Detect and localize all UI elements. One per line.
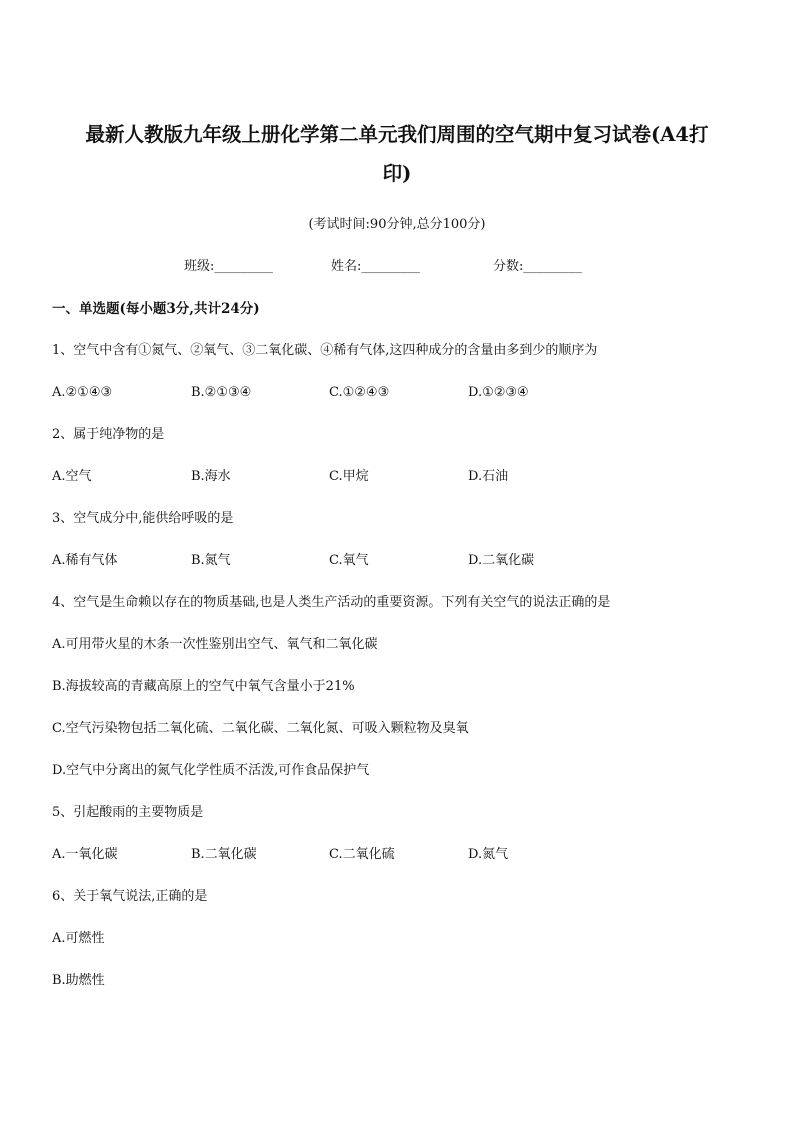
- question-3-option-d: D.二氧化碳: [468, 553, 535, 568]
- question-3-option-a: A.稀有气体: [52, 553, 118, 568]
- question-1-option-a: A.②①④③: [52, 385, 113, 400]
- question-1-option-c: C.①②④③: [329, 385, 390, 400]
- name-field-label: 姓名:_________: [331, 259, 420, 274]
- exam-title-line-2: 印): [382, 162, 412, 185]
- exam-subtitle: (考试时间:90分钟,总分100分): [308, 217, 486, 232]
- question-1-option-d: D.①②③④: [468, 385, 529, 400]
- score-field-label: 分数:_________: [493, 259, 582, 274]
- question-3-option-b: B.氮气: [191, 553, 231, 568]
- question-2-stem: 2、属于纯净物的是: [52, 427, 165, 442]
- question-3-option-c: C.氧气: [329, 553, 369, 568]
- question-6-option-b: B.助燃性: [52, 973, 105, 988]
- question-6-stem: 6、关于氧气说法,正确的是: [52, 889, 208, 904]
- question-4-option-c: C.空气污染物包括二氧化硫、二氧化碳、二氧化氮、可吸入颗粒物及臭氧: [52, 721, 469, 736]
- question-1-option-b: B.②①③④: [191, 385, 252, 400]
- question-5-option-d: D.氮气: [468, 847, 509, 862]
- question-5-stem: 5、引起酸雨的主要物质是: [52, 805, 204, 820]
- question-5-option-b: B.二氧化碳: [191, 847, 257, 862]
- exam-title-line-1: 最新人教版九年级上册化学第二单元我们周围的空气期中复习试卷(A4打: [85, 123, 709, 146]
- question-5-option-c: C.二氧化硫: [329, 847, 395, 862]
- question-5-option-a: A.一氧化碳: [52, 847, 118, 862]
- question-3-stem: 3、空气成分中,能供给呼吸的是: [52, 511, 234, 526]
- question-4-option-a: A.可用带火星的木条一次性鉴别出空气、氧气和二氧化碳: [52, 637, 378, 652]
- question-2-option-b: B.海水: [191, 469, 231, 484]
- question-4-stem: 4、空气是生命赖以存在的物质基础,也是人类生产活动的重要资源。下列有关空气的说法正确的是: [52, 595, 611, 610]
- question-1-stem: 1、空气中含有①氮气、②氧气、③二氧化碳、④稀有气体,这四种成分的含量由多到少的顺序为: [52, 343, 598, 358]
- question-2-option-a: A.空气: [52, 469, 92, 484]
- class-field-label: 班级:_________: [184, 259, 273, 274]
- question-2-option-d: D.石油: [468, 469, 509, 484]
- question-4-option-d: D.空气中分离出的氮气化学性质不活泼,可作食品保护气: [52, 763, 370, 778]
- section-header: 一、单选题(每小题3分,共计24分): [52, 301, 260, 317]
- question-6-option-a: A.可燃性: [52, 931, 105, 946]
- question-4-option-b: B.海拔较高的青藏高原上的空气中氧气含量小于21%: [52, 679, 355, 694]
- question-2-option-c: C.甲烷: [329, 469, 369, 484]
